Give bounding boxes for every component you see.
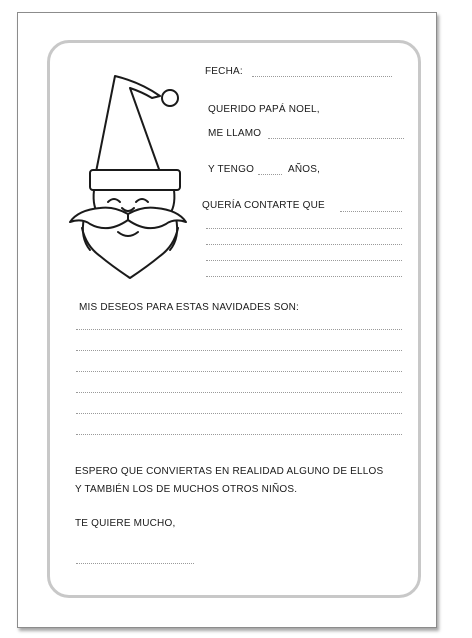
wish-line-6[interactable] [76, 434, 402, 435]
tell-line-2[interactable] [206, 244, 402, 245]
hope-line-2: Y TAMBIÉN LOS DE MUCHOS OTROS NIÑOS. [75, 484, 298, 495]
wish-line-5[interactable] [76, 413, 402, 414]
age-line[interactable] [258, 174, 282, 175]
tell-line-1[interactable] [206, 228, 402, 229]
wish-line-3[interactable] [76, 371, 402, 372]
tell-line-4[interactable] [206, 276, 402, 277]
signoff: TE QUIERE MUCHO, [75, 518, 176, 529]
tell-line-0[interactable] [340, 211, 402, 212]
wish-line-4[interactable] [76, 392, 402, 393]
wishes-heading: MIS DESEOS PARA ESTAS NAVIDADES SON: [79, 302, 300, 313]
wish-line-2[interactable] [76, 350, 402, 351]
age-prefix: Y TENGO [208, 164, 255, 175]
tell-label: QUERÍA CONTARTE QUE [202, 200, 325, 211]
hope-line-1: ESPERO QUE CONVIERTAS EN REALIDAD ALGUNO DE ELLOS [75, 466, 384, 477]
age-suffix: AÑOS, [288, 164, 321, 175]
santa-claus-face-icon [60, 68, 200, 288]
name-line[interactable] [268, 138, 404, 139]
date-line[interactable] [252, 76, 392, 77]
wish-line-1[interactable] [76, 329, 402, 330]
name-label: ME LLAMO [208, 128, 262, 139]
tell-line-3[interactable] [206, 260, 402, 261]
greeting: QUERIDO PAPÁ NOEL, [208, 104, 320, 115]
signature-line[interactable] [76, 563, 194, 564]
date-label: FECHA: [205, 66, 243, 77]
